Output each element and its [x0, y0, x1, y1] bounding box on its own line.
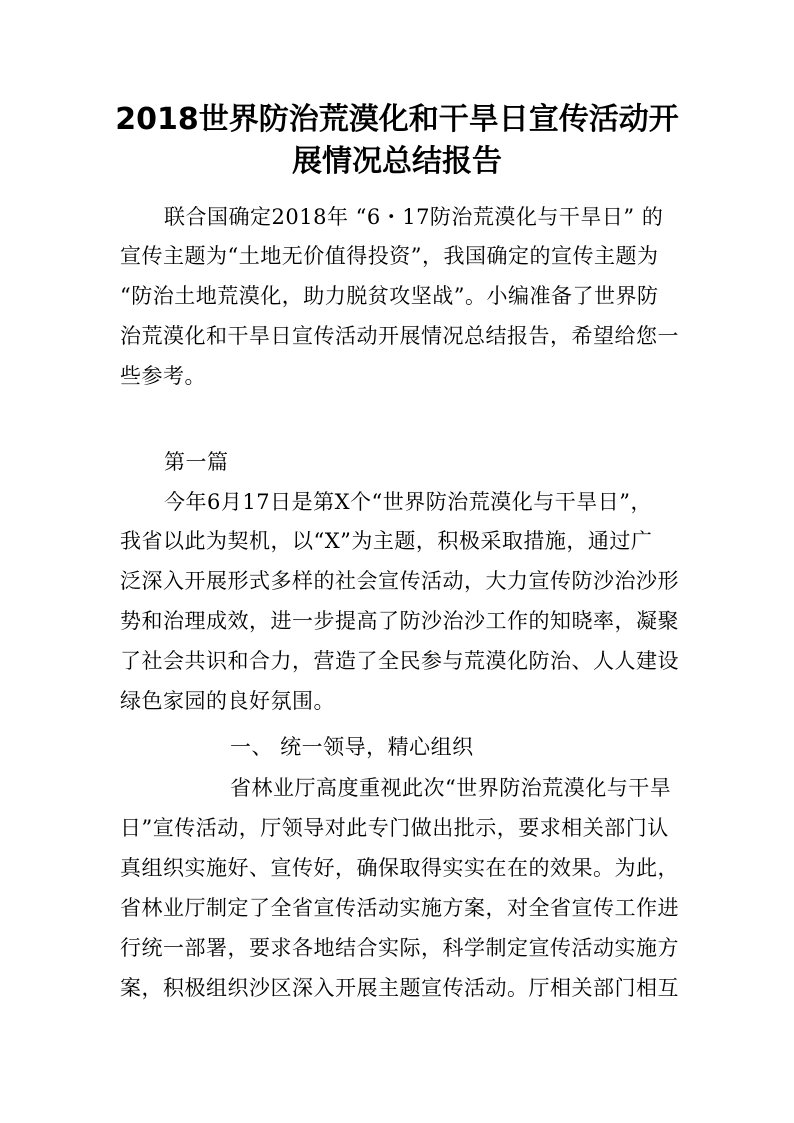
document-title-line-1: 2018世界防治荒漠化和干旱日宣传活动开 [115, 102, 679, 137]
paragraph-line: 日”宣传活动，厅领导对此专门做出批示，要求相关部门认 [120, 816, 669, 840]
paragraph-line: 联合国确定2018年 “6・17防治荒漠化与干旱日” 的 [164, 205, 664, 229]
paragraph-line: “防治土地荒漠化，助力脱贫攻坚战”。小编准备了世界防 [120, 284, 659, 308]
paragraph-line: 今年6月17日是第X个“世界防治荒漠化与干旱日”， [164, 490, 653, 514]
paragraph-line: 势和治理成效，进一步提高了防沙治沙工作的知晓率，凝聚 [120, 609, 679, 633]
paragraph-line: 真组织实施好、宣传好，确保取得实实在在的效果。为此， [120, 856, 679, 880]
section-heading: 第一篇 [164, 450, 229, 474]
subsection-heading: 一、 统一领导，精心组织 [230, 735, 474, 759]
paragraph-line: 了社会共识和合力，营造了全民参与荒漠化防治、人人建设 [120, 649, 679, 673]
paragraph-line: 省林业厅制定了全省宣传活动实施方案，对全省宣传工作进 [120, 896, 679, 920]
paragraph-line: 治荒漠化和干旱日宣传活动开展情况总结报告，希望给您一 [120, 324, 679, 348]
paragraph-line: 我省以此为契机，以“X”为主题，积极采取措施，通过广 [120, 529, 653, 553]
paragraph-line: 泛深入开展形式多样的社会宣传活动，大力宣传防沙治沙形 [120, 569, 679, 593]
paragraph-line: 行统一部署，要求各地结合实际，科学制定宣传活动实施方 [120, 936, 679, 960]
paragraph-line: 宣传主题为“土地无价值得投资”，我国确定的宣传主题为 [120, 244, 659, 268]
document-title-line-2: 展情况总结报告 [292, 144, 502, 179]
paragraph-line: 省林业厅高度重视此次“世界防治荒漠化与干旱 [230, 776, 672, 800]
paragraph-line: 绿色家园的良好氛围。 [120, 689, 335, 713]
paragraph-line: 些参考。 [120, 364, 206, 388]
paragraph-line: 案，积极组织沙区深入开展主题宣传活动。厅相关部门相互 [120, 976, 679, 1000]
